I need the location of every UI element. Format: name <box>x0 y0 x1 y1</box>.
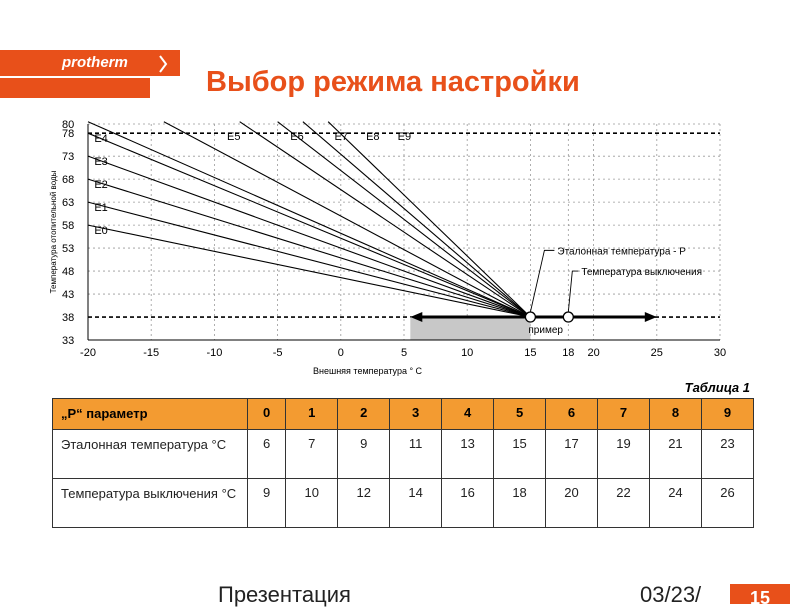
table-cell: 20 <box>546 479 598 528</box>
table-header-cell: 8 <box>649 399 701 430</box>
x-axis-label: Внешняя температура ° С <box>313 366 423 376</box>
shaded-region <box>410 317 530 340</box>
heating-curve <box>240 122 531 317</box>
curve-label: E1 <box>94 201 108 214</box>
logo-bar-lower <box>0 78 150 98</box>
table-header-cell: 1 <box>286 399 338 430</box>
table-header-cell: „Р“ параметр <box>53 399 248 430</box>
y-tick-label: 43 <box>62 289 75 302</box>
curve-label: E2 <box>94 178 108 191</box>
page-title: Выбор режима настройки <box>206 66 580 98</box>
x-tick-label: 5 <box>400 347 408 359</box>
x-tick-label: 18 <box>562 347 575 359</box>
table-cell: 6 <box>248 430 286 479</box>
arrow-right-icon <box>645 312 657 322</box>
x-tick-label: -10 <box>206 347 223 359</box>
x-tick-label: 30 <box>713 347 727 359</box>
heating-curve <box>328 122 530 317</box>
x-tick-label: -20 <box>80 347 96 359</box>
example-marker <box>525 312 535 322</box>
curve-label: E4 <box>94 132 108 145</box>
table-cell: 18 <box>494 479 546 528</box>
table-cell: 15 <box>494 430 546 479</box>
table-cell: 9 <box>248 479 286 528</box>
table-cell: 23 <box>701 430 753 479</box>
curve-label: E9 <box>397 131 412 144</box>
y-tick-label: 53 <box>62 243 75 256</box>
table-cell: 16 <box>442 479 494 528</box>
footer-date: 03/23/ <box>640 582 702 607</box>
table-cell: 24 <box>649 479 701 528</box>
page-number: 15 <box>730 584 790 604</box>
table-cell: 10 <box>286 479 338 528</box>
protherm-logo <box>0 46 180 98</box>
annotation-example: пример <box>528 325 563 337</box>
y-tick-label: 63 <box>62 197 75 210</box>
row-label: Температура выключения °С <box>53 479 248 528</box>
logo-text: protherm <box>62 54 128 71</box>
table-header-cell: 0 <box>248 399 286 430</box>
heating-curve-chart <box>40 112 740 382</box>
curve-label: E7 <box>334 131 348 144</box>
leader-line <box>568 271 578 312</box>
y-axis-label: Температура отопительной воды <box>49 170 58 294</box>
table-header-cell: 2 <box>338 399 390 430</box>
heating-curve <box>88 156 530 317</box>
table-header-cell: 4 <box>442 399 494 430</box>
x-tick-label: 15 <box>524 347 537 359</box>
table-cell: 12 <box>338 479 390 528</box>
y-tick-label: 80 <box>62 119 75 131</box>
table-cell: 19 <box>598 430 650 479</box>
leader-line <box>530 250 554 312</box>
table-header-cell: 6 <box>546 399 598 430</box>
table-cell: 17 <box>546 430 598 479</box>
x-tick-label: 25 <box>650 347 663 359</box>
table-caption: Таблица 1 <box>684 380 750 395</box>
y-tick-label: 73 <box>62 151 75 164</box>
row-label: Эталонная температура °С <box>53 430 248 479</box>
table-cell: 9 <box>338 430 390 479</box>
table-cell: 13 <box>442 430 494 479</box>
footer-presentation-label: Презентация <box>218 582 351 607</box>
annotation-shutoff: Температура выключения <box>581 267 703 279</box>
table-header-row <box>53 399 754 430</box>
curve-label: E0 <box>94 224 108 237</box>
table-row <box>53 430 754 479</box>
x-tick-label: 10 <box>461 347 474 359</box>
y-tick-label: 38 <box>62 312 75 325</box>
table-header-cell: 9 <box>701 399 753 430</box>
y-tick-label: 48 <box>62 266 75 279</box>
example-marker <box>563 312 573 322</box>
y-tick-label: 68 <box>62 174 75 187</box>
table-header-cell: 5 <box>494 399 546 430</box>
x-tick-label: -15 <box>143 347 160 359</box>
y-tick-label: 58 <box>62 220 75 233</box>
table-header-cell: 7 <box>598 399 650 430</box>
shaded-range <box>410 317 530 340</box>
table-cell: 14 <box>390 479 442 528</box>
parameter-table <box>52 398 754 528</box>
table-cell: 22 <box>598 479 650 528</box>
table-row <box>53 479 754 528</box>
table-cell: 21 <box>649 430 701 479</box>
table-cell: 7 <box>286 430 338 479</box>
curve-label: E8 <box>366 131 380 144</box>
x-tick-label: 0 <box>337 347 344 359</box>
curve-label: E3 <box>94 155 108 168</box>
table-cell: 26 <box>701 479 753 528</box>
y-tick-label: 78 <box>62 128 75 141</box>
curve-label: E5 <box>227 131 241 144</box>
table-header-cell: 3 <box>390 399 442 430</box>
heating-curves <box>88 122 530 317</box>
curve-label: E6 <box>290 131 304 144</box>
table-cell: 11 <box>390 430 442 479</box>
annotation-reference: Эталонная температура - Р <box>557 246 686 258</box>
y-tick-label: 33 <box>62 335 75 347</box>
x-tick-label: 20 <box>587 347 600 359</box>
x-tick-label: -5 <box>272 347 283 359</box>
